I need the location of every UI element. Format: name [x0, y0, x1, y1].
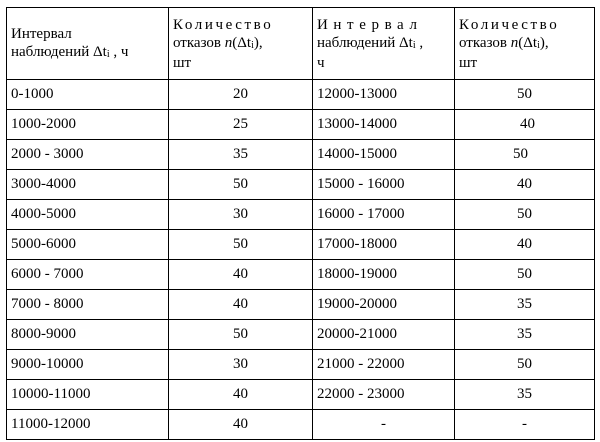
count-cell: 35 — [455, 380, 595, 410]
table-row — [7, 110, 595, 140]
header-interval-right-line2-suffix: , — [415, 34, 424, 51]
header-count-left-n: n — [224, 34, 233, 51]
header-count-left-paren-close: ), — [253, 34, 263, 51]
table-row — [7, 320, 595, 350]
header-count-left-sub: i — [251, 39, 254, 51]
header-count-right-line2 — [459, 34, 590, 54]
table-row — [7, 410, 595, 440]
count-cell: - — [455, 410, 595, 440]
count-cell: 35 — [169, 140, 313, 170]
header-interval-right — [313, 8, 455, 80]
interval-cell: 20000-21000 — [313, 320, 455, 350]
observation-table — [6, 7, 595, 440]
header-interval-right-sub: i — [412, 39, 416, 51]
header-count-left-prefix: отказов — [173, 34, 225, 51]
header-count-left — [169, 8, 313, 80]
count-cell: 50 — [455, 140, 595, 170]
count-cell: 40 — [455, 230, 595, 260]
interval-cell: 15000 - 16000 — [313, 170, 455, 200]
count-cell: 50 — [455, 200, 595, 230]
header-interval-left-line2-prefix: наблюдений Δt — [11, 43, 107, 60]
header-interval-left-sub: i — [106, 48, 110, 60]
table-row — [7, 230, 595, 260]
interval-cell: 16000 - 17000 — [313, 200, 455, 230]
table-row — [7, 260, 595, 290]
count-cell: 40 — [455, 110, 595, 140]
count-cell: 50 — [169, 230, 313, 260]
count-cell: 50 — [169, 170, 313, 200]
count-cell: 50 — [169, 320, 313, 350]
count-cell: 50 — [455, 80, 595, 110]
table-row — [7, 290, 595, 320]
header-count-right-line3: шт — [459, 54, 478, 71]
interval-cell: 19000-20000 — [313, 290, 455, 320]
table-row — [7, 200, 595, 230]
table-row — [7, 350, 595, 380]
interval-cell: 2000 - 3000 — [7, 140, 169, 170]
table-row — [7, 140, 595, 170]
header-count-left-paren-open: (Δt — [232, 34, 252, 51]
header-count-right-paren-close: ), — [539, 34, 549, 51]
interval-cell: 3000-4000 — [7, 170, 169, 200]
header-interval-left-line2-suffix: , ч — [109, 43, 129, 60]
header-count-right-n: n — [510, 34, 519, 51]
interval-cell: 22000 - 23000 — [313, 380, 455, 410]
header-interval-left — [7, 8, 169, 80]
interval-cell: 10000-11000 — [7, 380, 169, 410]
header-interval-right-line2-prefix: наблюдений Δt — [317, 34, 413, 51]
interval-cell: 5000-6000 — [7, 230, 169, 260]
interval-cell: 1000-2000 — [7, 110, 169, 140]
header-count-left-line3: шт — [173, 54, 192, 71]
table-row — [7, 170, 595, 200]
count-cell: 40 — [169, 290, 313, 320]
interval-cell: - — [313, 410, 455, 440]
count-cell: 40 — [169, 380, 313, 410]
table-row — [7, 80, 595, 110]
interval-cell: 0-1000 — [7, 80, 169, 110]
header-count-right — [455, 8, 595, 80]
count-cell: 25 — [169, 110, 313, 140]
interval-cell: 9000-10000 — [7, 350, 169, 380]
interval-cell: 7000 - 8000 — [7, 290, 169, 320]
count-cell: 40 — [455, 170, 595, 200]
interval-cell: 18000-19000 — [313, 260, 455, 290]
header-interval-left-line1: Интервал — [11, 25, 72, 42]
count-cell: 30 — [169, 200, 313, 230]
header-interval-right-line1: Интервал — [317, 16, 423, 33]
interval-cell: 12000-13000 — [313, 80, 455, 110]
table-row — [7, 380, 595, 410]
interval-cell: 6000 - 7000 — [7, 260, 169, 290]
interval-cell: 4000-5000 — [7, 200, 169, 230]
header-interval-right-line2 — [317, 34, 450, 54]
interval-cell: 17000-18000 — [313, 230, 455, 260]
interval-cell: 14000-15000 — [313, 140, 455, 170]
interval-cell: 8000-9000 — [7, 320, 169, 350]
count-cell: 40 — [169, 260, 313, 290]
header-count-left-line1: Количество — [173, 16, 274, 33]
header-count-right-sub: i — [537, 39, 540, 51]
count-cell: 20 — [169, 80, 313, 110]
header-count-right-line1: Количество — [459, 16, 560, 33]
header-count-left-line2 — [173, 34, 308, 54]
table-header-row — [7, 8, 595, 80]
interval-cell: 13000-14000 — [313, 110, 455, 140]
interval-cell: 11000-12000 — [7, 410, 169, 440]
header-count-right-paren-open: (Δt — [518, 34, 538, 51]
header-interval-left-line2 — [11, 43, 164, 63]
header-count-right-prefix: отказов — [459, 34, 511, 51]
count-cell: 35 — [455, 290, 595, 320]
count-cell: 40 — [169, 410, 313, 440]
count-cell: 50 — [455, 260, 595, 290]
count-cell: 50 — [455, 350, 595, 380]
count-cell: 30 — [169, 350, 313, 380]
count-cell: 35 — [455, 320, 595, 350]
interval-cell: 21000 - 22000 — [313, 350, 455, 380]
header-interval-right-line3: ч — [317, 54, 325, 71]
